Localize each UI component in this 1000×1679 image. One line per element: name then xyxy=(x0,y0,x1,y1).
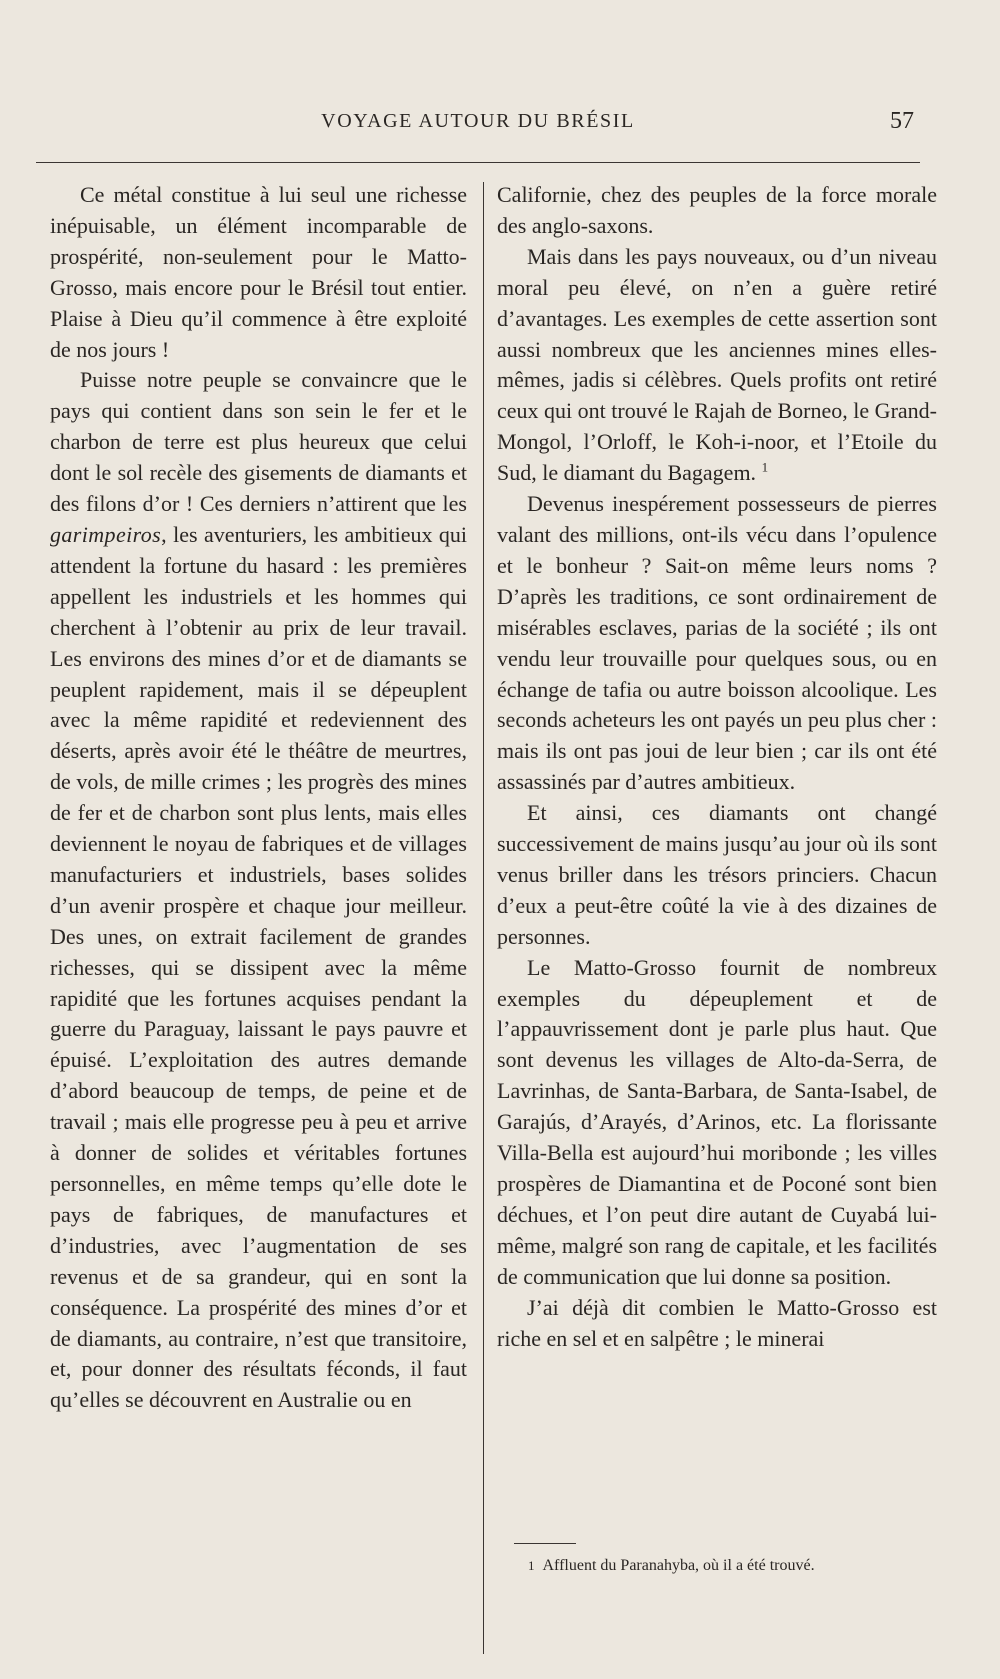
paragraph: Et ainsi, ces diamants ont changé successivement de mains jusqu’au jour où ils sont venus briller dans les trésors princiers. Chacun d’eux a peut-être coûté la vie à des dizaines de personnes. xyxy=(497,800,937,949)
paragraph: Ce métal constitue à lui seul une richesse inépuisable, un élément incomparable de prospérité, non-seulement pour le Matto-Grosso, mais encore pour le Brésil tout entier. Plaise à Dieu qu’il commence à être exploité de nos jours ! xyxy=(50,182,467,362)
italic-term: garimpeiros xyxy=(50,521,162,547)
footnote-marker: 1 xyxy=(528,1558,535,1573)
page-header xyxy=(36,108,920,144)
running-title: VOYAGE AUTOUR DU BRÉSIL xyxy=(321,110,635,132)
left-column xyxy=(50,180,467,1416)
footnote-rule xyxy=(514,1543,576,1544)
paragraph-text: Mais dans les pays nouveaux, ou d’un niveau moral peu élevé, on n’en a guère retiré d’avantages. Les exemples de cette assertion sont aussi nombreux que les anciennes mines elles-mêmes, jadis si célèbres. Quels profits ont retiré ceux qui ont trouvé le Rajah de Borneo, le Grand-Mongol, l’Orloff, le Koh-i-noor, et l’Etoile du Sud, le diamant du Bagagem. xyxy=(497,243,937,486)
page-number: 57 xyxy=(890,108,914,134)
footnote-reference: 1 xyxy=(761,459,769,475)
paragraph-text: , les aventuriers, les ambitieux qui attendent la fortune du hasard : les premières appellent les industriels et les hommes qui cherchent à l’obtenir au prix de leur travail. Les environs des mines d’or et de diamants se peuplent rapidement, mais il se dépeuplent avec la même rapidité et redeviennent des déserts, après avoir été le théâtre de meurtres, de vols, de mille crimes ; les progrès des mines de fer et de charbon sont plus lents, mais elles deviennent le noyau de fabriques et de villages manufacturiers et industriels, bases solides d’un avenir prospère et chaque jour meilleur. Des unes, on extrait facilement de grandes richesses, qui se dissipent avec la même rapidité que les fortunes acquises pendant la guerre du Paraguay, laissant le pays pauvre et épuisé. L’exploitation des autres demande d’abord beaucoup de temps, de peine et de travail ; mais elle progresse peu à peu et arrive à donner de solides et véritables fortunes personnelles, en même temps qu’elle dote le pays de fabriques, de manufactures et d’industries, avec l’augmentation de ses revenus et de sa grandeur, qui en sont la conséquence. La prospérité des mines d’or et de diamants, au contraire, n’est que transitoire, et, pour donner des résultats féconds, il faut qu’elles se découvrent en Australie ou en xyxy=(50,521,467,1413)
footnote-text: Affluent du Paranahyba, où il a été trouvé. xyxy=(542,1557,815,1574)
paragraph: J’ai déjà dit combien le Matto-Grosso est riche en sel et en salpêtre ; le minerai xyxy=(497,1294,937,1351)
paragraph: Devenus inespérement possesseurs de pierres valant des millions, ont-ils vécu dans l’opulence et le bonheur ? Sait-on même leurs noms ? D’après les traditions, ce sont ordinairement de misérables esclaves, parias de la société ; ils ont vendu leur trouvaille pour quelques sous, ou en échange de tafia ou autre boisson alcoolique. Les seconds acheteurs les ont payés un peu plus cher : mais ils ont pas joui de leur bien ; car ils ont été assassinés par d’autres ambitieux. xyxy=(497,491,937,795)
paragraph: Le Matto-Grosso fournit de nombreux exemples du dépeuplement et de l’appauvrissement dont je parle plus haut. Que sont devenus les villages de Alto-da-Serra, de Lavrinhas, de Santa-Barbara, de Santa-Isabel, de Garajús, d’Arayés, d’Arinos, etc. La florissante Villa-Bella est aujourd’hui moribonde ; les villes prospères de Diamantina et de Poconé sont bien déchues, et l’on peut dire autant de Cuyabá lui-même, malgré son rang de capitale, et les facilités de communication que lui donne sa position. xyxy=(497,954,937,1289)
paragraph-text: Puisse notre peuple se convaincre que le pays qui contient dans son sein le fer et le charbon de terre est plus heureux que celui dont le sol recèle des gisements de diamants et des filons d’or ! Ces derniers n’attirent que les xyxy=(50,367,467,517)
footnote xyxy=(528,1555,938,1577)
column-divider xyxy=(483,182,484,1654)
paragraph xyxy=(497,242,937,489)
paragraph: Californie, chez des peuples de la force morale des anglo-saxons. xyxy=(497,182,937,238)
header-rule xyxy=(36,162,920,163)
paragraph xyxy=(50,365,467,1416)
right-column xyxy=(497,180,937,1354)
